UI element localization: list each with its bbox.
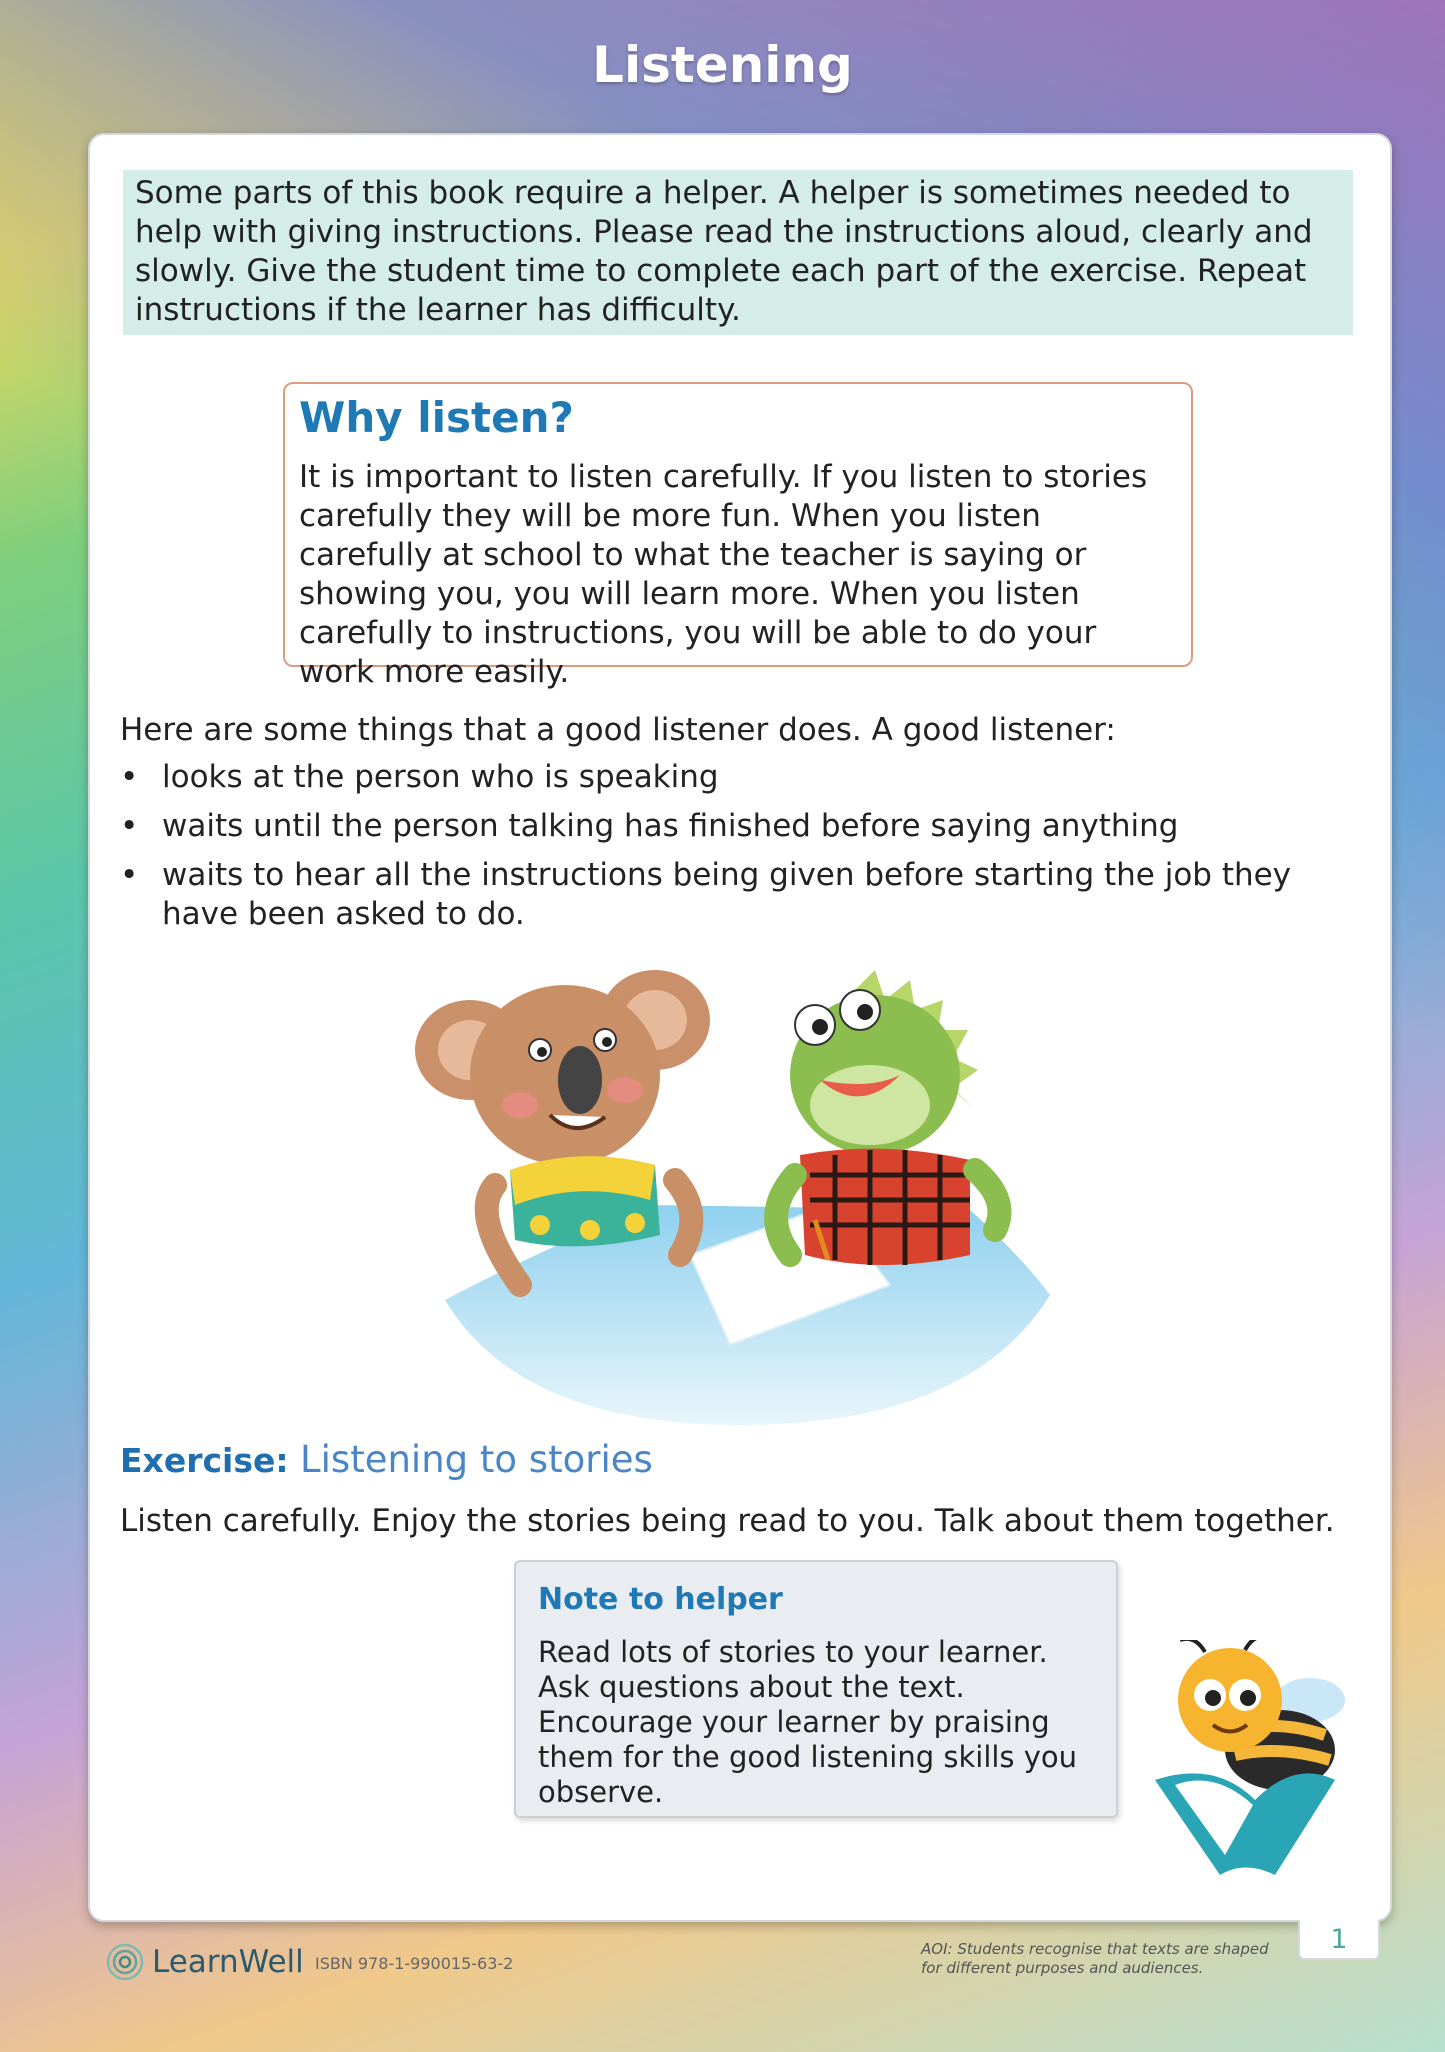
logo-text: LearnWell (152, 1944, 304, 1980)
why-listen-title: Why listen? (299, 393, 574, 442)
exercise-instructions: Listen carefully. Enjoy the stories being read to you. Talk about them together. (120, 1503, 1335, 1539)
exercise-heading (120, 1436, 653, 1485)
note-text: Read lots of stories to your learner. Ask questions about the text. Encourage your learner by praising them for the good listening skills you observe. (538, 1635, 1078, 1809)
list-item: • looks at the person who is speaking (120, 758, 1350, 797)
page-number: 1 (1298, 1920, 1380, 1960)
exercise-title: Listening to stories (300, 1438, 653, 1481)
list-item: • waits to hear all the instructions being given before starting the job they have been asked to do. (120, 856, 1350, 934)
bee-reading-book-illustration (1135, 1640, 1375, 1885)
note-to-helper-box (514, 1560, 1118, 1818)
page-title: Listening (592, 36, 853, 94)
exercise-label: Exercise: (120, 1441, 289, 1480)
aoi-note: AOI: Students recognise that texts are shaped for different purposes and audiences. (921, 1940, 1269, 1977)
good-listener-list (120, 758, 1350, 944)
why-listen-text: It is important to listen carefully. If you listen to stories carefully they will be more fun. When you listen carefully at school to what the teacher is saying or showing you, you will learn more. When you listen carefully to instructions, you will be able to do your work more easily. (299, 459, 1148, 690)
isbn-text: ISBN 978-1-990015-63-2 (315, 1954, 514, 1973)
koala-and-frog-illustration (410, 955, 1060, 1425)
learnwell-logo (106, 1943, 304, 1981)
good-listener-intro: Here are some things that a good listener does. A good listener: (120, 712, 1116, 748)
helper-instructions-banner: Some parts of this book require a helper. A helper is sometimes needed to help with giving instructions. Please read the instructions aloud, clearly and slowly. Give the student time to complete each part of the exercise. Repeat instructions if the learner has difficulty. (123, 170, 1353, 335)
list-item: • waits until the person talking has finished before saying anything (120, 807, 1350, 846)
why-listen-box (283, 382, 1193, 690)
note-title: Note to helper (538, 1582, 783, 1617)
spiral-logo-icon (106, 1943, 144, 1981)
